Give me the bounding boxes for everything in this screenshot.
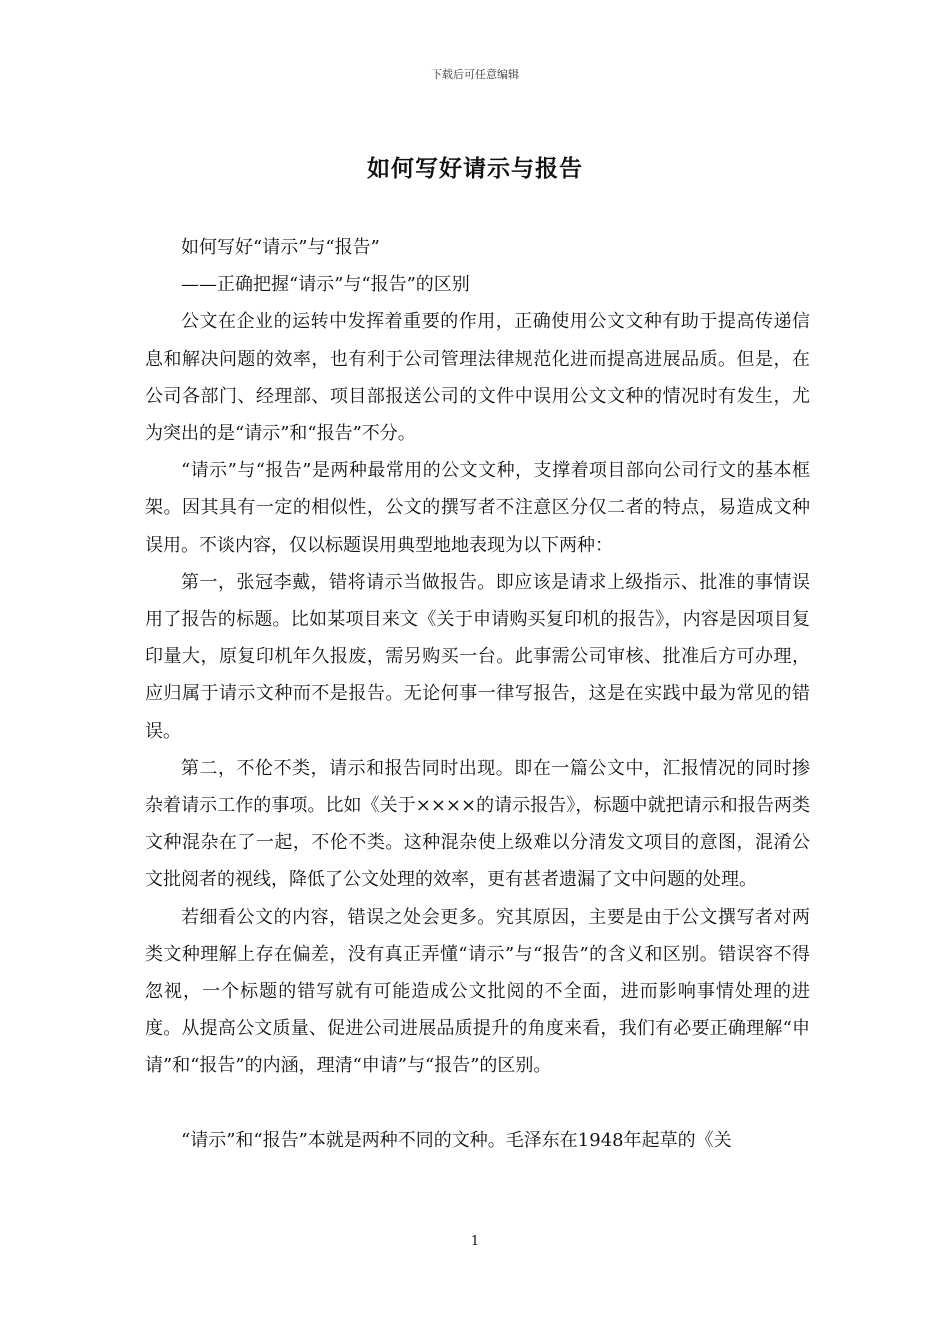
body-paragraph: “请示”和“报告”本就是两种不同的文种。毛泽东在1948年起草的《关 (181, 1129, 732, 1151)
subtitle-dash-line: ——正确把握“请示”与“报告”的区别 (181, 274, 470, 296)
document-body (145, 229, 810, 1159)
document-title: 如何写好请示与报告 (367, 155, 583, 182)
body-paragraph: 公文在企业的运转中发挥着重要的作用，正确使用公文文种有助于提高传递信息和解决问题的效率，也有利于公司管理法律规范化进而提高进展品质。但是，在公司各部门、经理部、项目部报送公司的文件中误用公文文种的情况时有发生，尤为突出的是“请示”和“报告”不分。 (145, 311, 810, 445)
body-paragraph: 若细看公文的内容，错误之处会更多。究其原因，主要是由于公文撰写者对两类文种理解上存在偏差，没有真正弄懂“请示”与“报告”的含义和区别。错误容不得忽视，一个标题的错写就有可能造成公文批阅的不全面，进而影响事情处理的进度。从提高公文质量、促进公司进展品质提升的角度来看，我们有必要正确理解“申请”和“报告”的内涵，理清“申请”与“报告”的区别。 (145, 906, 810, 1077)
subtitle-line: 如何写好“请示”与“报告” (181, 237, 380, 258)
body-paragraph: 第二，不伦不类，请示和报告同时出现。即在一篇公文中，汇报情况的同时掺杂着请示工作的事项。比如《关于××××的请示报告》，标题中就把请示和报告两类文种混杂在了一起，不伦不类。这种混杂使上级难以分清发文项目的意图，混淆公文批阅者的视线，降低了公文处理的效率，更有甚者遗漏了文中问题的处理。 (145, 757, 810, 891)
body-paragraph: 第一，张冠李戴，错将请示当做报告。即应该是请求上级指示、批准的事情误用了报告的标题。比如某项目来文《关于申请购买复印机的报告》，内容是因项目复印量大，原复印机年久报废，需另购买一台。此事需公司审核、批准后方可办理，应归属于请示文种而不是报告。无论何事一律写报告，这是在实践中最为常见的错误。 (145, 571, 810, 742)
page-number: 1 (470, 1234, 480, 1249)
page-header-note: 下载后可任意编辑 (431, 68, 519, 81)
body-paragraph: “请示”与“报告”是两种最常用的公文文种，支撑着项目部向公司行文的基本框架。因其具有一定的相似性，公文的撰写者不注意区分仅二者的特点，易造成文种误用。不谈内容，仅以标题误用典型地地表现为以下两种： (145, 460, 810, 556)
